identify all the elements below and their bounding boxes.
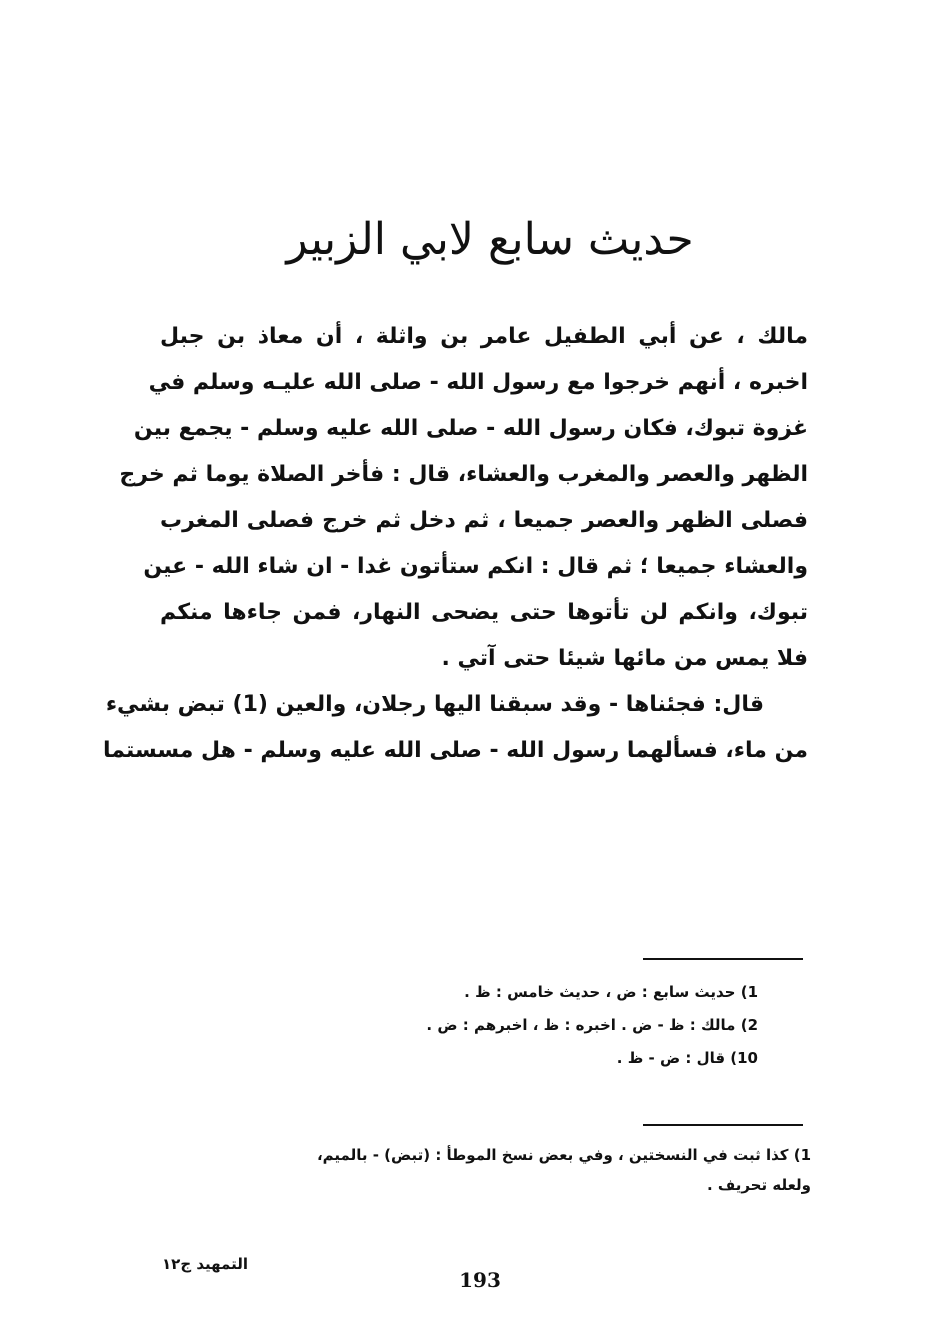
footnote-line: ولعله تحريف . xyxy=(706,1176,811,1194)
text-line: فلا يمس من مائها شيئا حتى آتي . xyxy=(441,646,808,671)
footnote-line: 1) كذا ثبت في النسختين ، وفي بعض نسخ الموطأ : (تبض) - بالميم، xyxy=(316,1146,811,1164)
text-line: والعشاء جميعا ؛ ثم قال : انكم ستأتون غدا - ان شاء الله - عين xyxy=(143,554,808,579)
text-line: فصلى الظهر والعصر جميعا ، ثم دخل ثم خرج فصلى المغرب xyxy=(160,508,808,533)
main-text xyxy=(103,314,808,774)
text-line: اخبره ، أنهم خرجوا مع رسول الله - صلى الله عليـه وسلم في xyxy=(148,370,808,395)
variant-note: 1) حديث سابع : ض ، حديث خامس : ظ . xyxy=(464,983,758,1001)
footnotes xyxy=(161,1140,811,1200)
page-number: 193 xyxy=(459,1268,501,1292)
text-line: غزوة تبوك، فكان رسول الله - صلى الله عليه وسلم - يجمع بين xyxy=(133,416,808,441)
signature-mark: التمهيد ج١٢ xyxy=(162,1255,248,1273)
text-line: قال: فجئناها - وقد سبقنا اليها رجلان، والعين (1) تبض بشيء xyxy=(105,692,764,717)
text-line: من ماء، فسألهما رسول الله - صلى الله عليه وسلم - هل مسستما xyxy=(103,738,808,763)
variant-note: 10) قال : ض - ظ . xyxy=(616,1049,758,1067)
page-title: حديث سابع لابي الزبير xyxy=(286,214,694,265)
text-line: تبوك، وانكم لن تأتوها حتى يضحى النهار، فمن جاءها منكم xyxy=(160,600,808,625)
text-line: الظهر والعصر والمغرب والعشاء، قال : فأخر الصلاة يوما ثم خرج xyxy=(119,462,808,487)
variant-notes xyxy=(258,976,758,1075)
text-line: مالك ، عن أبي الطفيل عامر بن واثلة ، أن معاذ بن جبل xyxy=(160,324,808,349)
notes-divider xyxy=(643,958,803,960)
variant-note: 2) مالك : ظ - ض . اخبره : ظ ، اخبرهم : ض . xyxy=(426,1016,758,1034)
footnotes-divider xyxy=(643,1124,803,1126)
